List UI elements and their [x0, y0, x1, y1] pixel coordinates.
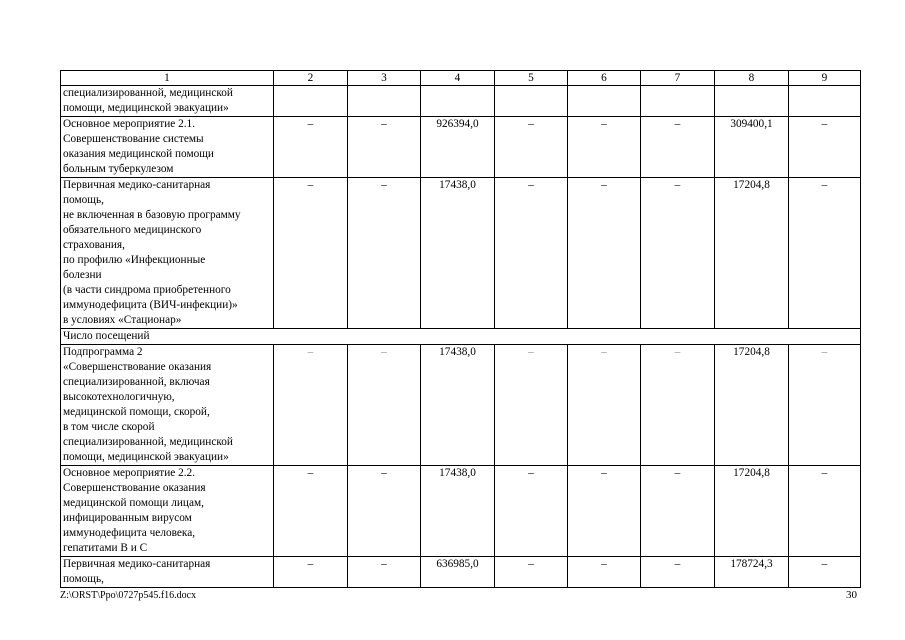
- row-label-line: иммунодефицита (ВИЧ-инфекции)»: [63, 299, 238, 311]
- row-label-line: в том числе скорой: [63, 421, 155, 433]
- value-cell-col-9: –: [789, 557, 861, 588]
- value-cell-col-3: –: [348, 117, 421, 178]
- value-cell-col-5: –: [495, 345, 568, 466]
- value-cell-col-3: –: [348, 345, 421, 466]
- value-cell-col-8: 17204,8: [715, 466, 789, 557]
- row-label-line: иммунодефицита человека,: [63, 527, 196, 539]
- value-cell-col-2: –: [274, 557, 348, 588]
- row-label-line: Совершенствование системы: [63, 133, 204, 145]
- row-label-line: Совершенствование оказания: [63, 482, 206, 494]
- value-cell-col-2: –: [274, 345, 348, 466]
- row-label: [61, 86, 274, 117]
- header-row: [61, 71, 861, 86]
- row-label-line: специализированной, медицинской: [63, 87, 233, 99]
- value-cell-col-4: [421, 86, 495, 117]
- column-number-9: 9: [789, 71, 861, 86]
- value-cell-col-3: [348, 86, 421, 117]
- row-label-line: болезни: [63, 269, 102, 281]
- value-cell-col-8: 178724,3: [715, 557, 789, 588]
- value-cell-col-8: 17204,8: [715, 345, 789, 466]
- row-label: [61, 466, 274, 557]
- value-cell-col-6: –: [568, 345, 641, 466]
- value-cell-col-9: –: [789, 466, 861, 557]
- value-cell-col-7: –: [641, 178, 715, 329]
- column-number-2: 2: [274, 71, 348, 86]
- value-cell-col-4: 926394,0: [421, 117, 495, 178]
- table-row: [61, 178, 861, 329]
- value-cell-col-5: –: [495, 117, 568, 178]
- value-cell-col-6: –: [568, 117, 641, 178]
- row-label-line: помощи, медицинской эвакуации»: [63, 451, 229, 463]
- value-cell-col-5: –: [495, 466, 568, 557]
- value-cell-col-4: 17438,0: [421, 345, 495, 466]
- row-label-line: медицинской помощи лицам,: [63, 497, 204, 509]
- value-cell-col-8: 17204,8: [715, 178, 789, 329]
- row-label-line: по профилю «Инфекционные: [63, 254, 206, 266]
- row-label-line: помощи, медицинской эвакуации»: [63, 102, 229, 114]
- value-cell-col-2: [274, 86, 348, 117]
- table-row: [61, 557, 861, 588]
- value-cell-col-7: –: [641, 117, 715, 178]
- value-cell-col-2: –: [274, 178, 348, 329]
- row-label-line: Первичная медико-санитарная: [63, 179, 211, 191]
- column-number-8: 8: [715, 71, 789, 86]
- table-row: [61, 466, 861, 557]
- row-label-line: (в части синдрома приобретенного: [63, 284, 231, 296]
- value-cell-col-6: [568, 86, 641, 117]
- value-cell-col-4: 636985,0: [421, 557, 495, 588]
- value-cell-col-6: –: [568, 466, 641, 557]
- page-number: 30: [846, 589, 857, 601]
- table-row: [61, 86, 861, 117]
- row-label-line: обязательного медицинского: [63, 224, 202, 236]
- row-label: [61, 345, 274, 466]
- row-label-line: медицинской помощи, скорой,: [63, 406, 210, 418]
- row-label-line: Число посещений: [63, 330, 150, 342]
- budget-table: [60, 70, 861, 588]
- row-label-line: оказания медицинской помощи: [63, 148, 214, 160]
- row-label-line: больным туберкулезом: [63, 163, 174, 175]
- value-cell-col-4: 17438,0: [421, 466, 495, 557]
- row-label-line: страхования,: [63, 239, 125, 251]
- column-number-7: 7: [641, 71, 715, 86]
- row-label-line: специализированной, медицинской: [63, 436, 233, 448]
- value-cell-col-6: –: [568, 557, 641, 588]
- value-cell-col-7: –: [641, 345, 715, 466]
- table-row: [61, 345, 861, 466]
- column-number-1: 1: [61, 71, 274, 86]
- value-cell-col-5: [495, 86, 568, 117]
- table-row: [61, 329, 861, 345]
- value-cell-col-5: –: [495, 557, 568, 588]
- row-label-line: гепатитами В и С: [63, 542, 148, 554]
- row-label-line: инфицированным вирусом: [63, 512, 192, 524]
- column-number-5: 5: [495, 71, 568, 86]
- row-label-line: помощь,: [63, 194, 104, 206]
- value-cell-col-3: –: [348, 466, 421, 557]
- table-row: [61, 117, 861, 178]
- value-cell-col-5: –: [495, 178, 568, 329]
- value-cell-col-7: –: [641, 466, 715, 557]
- row-label-line: в условиях «Стационар»: [63, 314, 182, 326]
- value-cell-col-9: –: [789, 345, 861, 466]
- value-cell-col-9: –: [789, 117, 861, 178]
- value-cell-col-6: –: [568, 178, 641, 329]
- column-number-4: 4: [421, 71, 495, 86]
- row-label-line: Основное мероприятие 2.1.: [63, 118, 196, 130]
- value-cell-col-8: 309400,1: [715, 117, 789, 178]
- column-number-3: 3: [348, 71, 421, 86]
- value-cell-col-7: [641, 86, 715, 117]
- row-label-line: Основное мероприятие 2.2.: [63, 467, 196, 479]
- row-label: [61, 117, 274, 178]
- row-label: [61, 329, 861, 345]
- row-label-line: Подпрограмма 2: [63, 346, 143, 358]
- value-cell-col-2: –: [274, 117, 348, 178]
- value-cell-col-9: [789, 86, 861, 117]
- row-label-line: специализированной, включая: [63, 376, 210, 388]
- row-label-line: Первичная медико-санитарная: [63, 558, 211, 570]
- row-label-line: не включенная в базовую программу: [63, 209, 241, 221]
- row-label-line: высокотехнологичную,: [63, 391, 175, 403]
- value-cell-col-3: –: [348, 557, 421, 588]
- value-cell-col-8: [715, 86, 789, 117]
- value-cell-col-2: –: [274, 466, 348, 557]
- row-label: [61, 178, 274, 329]
- footer-file-path: Z:\ORST\Ppo\0727p545.f16.docx: [60, 590, 197, 601]
- value-cell-col-3: –: [348, 178, 421, 329]
- column-number-6: 6: [568, 71, 641, 86]
- row-label-line: помощь,: [63, 573, 104, 585]
- row-label-line: «Совершенствование оказания: [63, 361, 212, 373]
- value-cell-col-9: –: [789, 178, 861, 329]
- value-cell-col-4: 17438,0: [421, 178, 495, 329]
- row-label: [61, 557, 274, 588]
- value-cell-col-7: –: [641, 557, 715, 588]
